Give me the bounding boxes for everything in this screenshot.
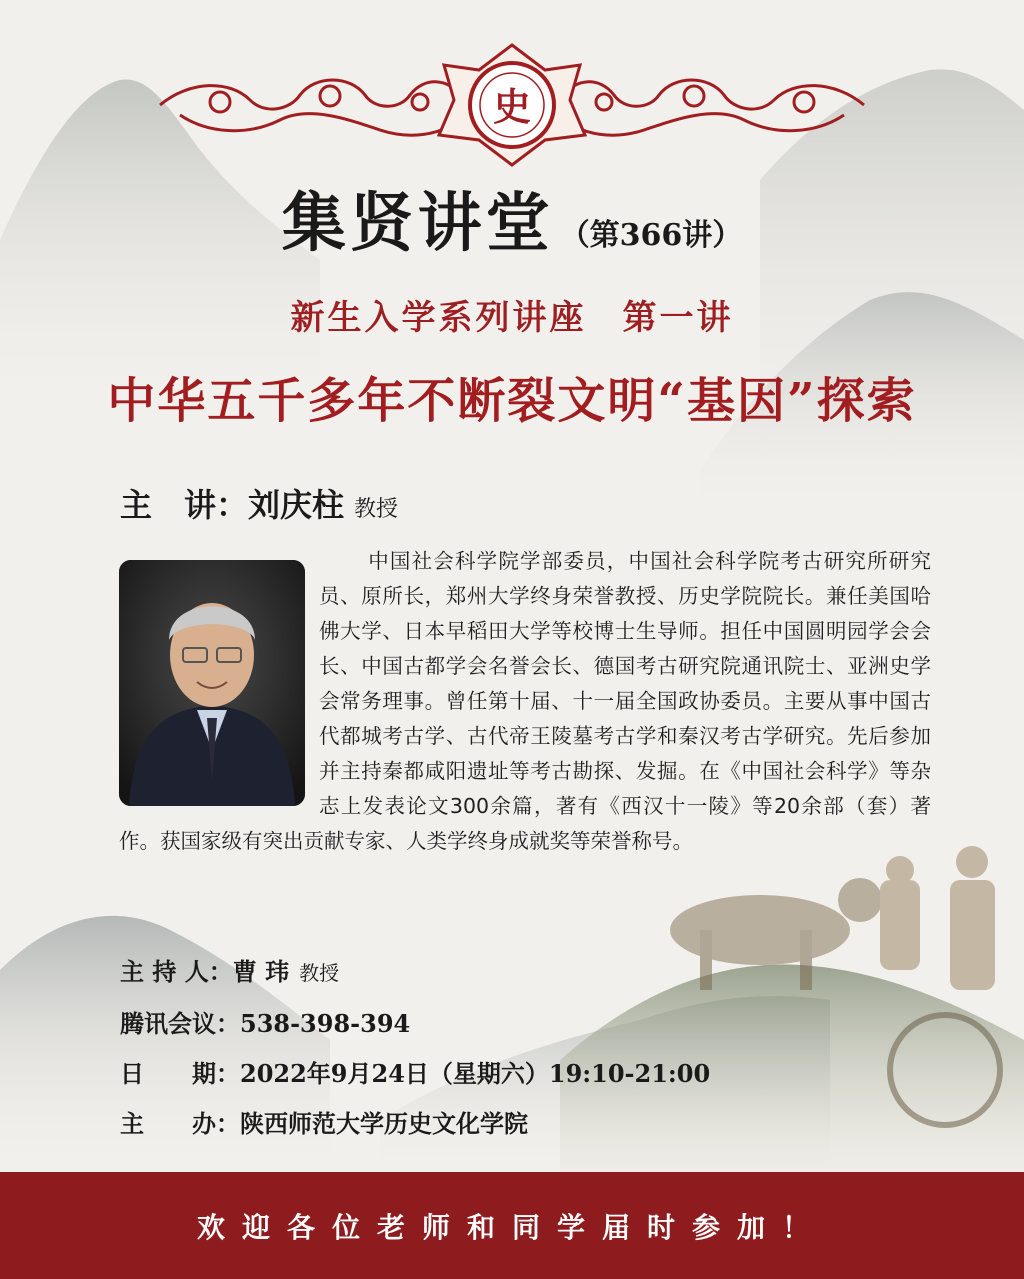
speaker-label: 主 讲： xyxy=(120,486,249,524)
date-value: 2022年9月24日（星期六）19:10-21:00 xyxy=(240,1059,711,1088)
organizer-line xyxy=(120,1104,528,1139)
series-name: 新生入学系列讲座 xyxy=(290,298,587,338)
host-line xyxy=(120,952,339,987)
speaker-name: 刘庆柱 xyxy=(248,486,345,524)
speaker-title: 教授 xyxy=(354,497,399,522)
meeting-label: 腾讯会议： xyxy=(120,1009,240,1038)
lecture-series-title: 集贤讲堂 xyxy=(281,186,554,261)
host-name: 曹 玮 xyxy=(232,957,290,986)
speaker-bio-text: 中国社会科学院学部委员，中国社会科学院考古研究所研究员、原所长，郑州大学终身荣誉教授、历史学院院长。兼任美国哈佛大学、日本早稻田大学等校博士生导师。担任中国圆明园学会会长、中国古都学会名誉会长、德国考古研究院通讯院士、亚洲史学会常务理事。曾任第十届、十一届全国政协委员。主要从事中国古代都城考古学、古代帝王陵墓考古学和秦汉考古学研究。先后参加并主持秦都咸阳遗址等考古勘探、发掘。在《中国社会科学》等杂志上发表论文300余篇，著有《西汉十一陵》等20余部（套）著作。获国家级有突出贡献专家、人类学终身成就奖等荣誉称号。 xyxy=(119,549,931,853)
speaker-portrait-icon xyxy=(119,560,305,806)
host-label: 主 持 人： xyxy=(120,957,233,986)
host-title: 教授 xyxy=(299,961,340,985)
organizer-value: 陕西师范大学历史文化学院 xyxy=(240,1109,528,1138)
meeting-id: 538-398-394 xyxy=(240,1009,411,1038)
speaker-line xyxy=(120,480,398,526)
lecture-headline: 中华五千多年不断裂文明“基因”探索 xyxy=(107,373,917,429)
meeting-line xyxy=(120,1004,410,1039)
speaker-photo xyxy=(119,560,305,806)
date-line xyxy=(120,1054,710,1089)
svg-text:史: 史 xyxy=(492,84,532,129)
date-label: 日 期： xyxy=(120,1059,240,1088)
footer-invitation: 欢迎各位老师和同学届时参加！ xyxy=(196,1211,827,1244)
lecture-title-row xyxy=(0,172,1024,264)
lecture-number: （第366讲） xyxy=(559,218,743,253)
organizer-label: 主 办： xyxy=(120,1109,240,1138)
series-part: 第一讲 xyxy=(622,298,734,338)
series-subtitle xyxy=(0,290,1024,339)
cloud-ornament-banner xyxy=(150,40,874,170)
